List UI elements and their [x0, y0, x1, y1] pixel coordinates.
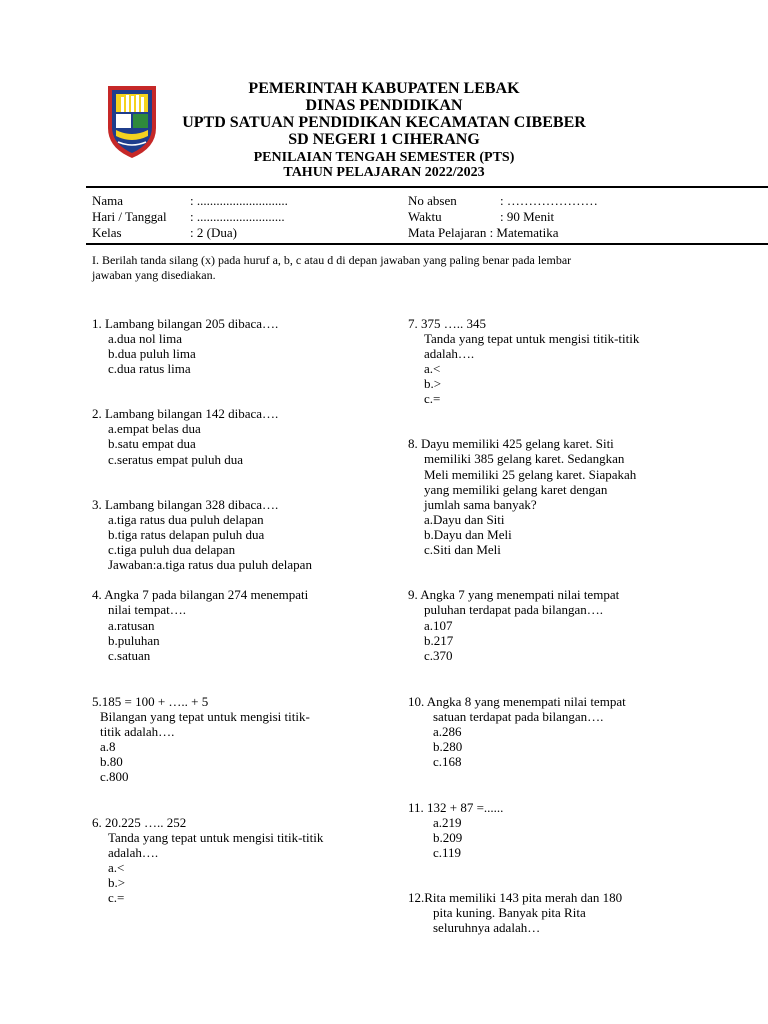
q7-option-a: a.< [424, 361, 441, 376]
q7-stem-cont2: adalah…. [424, 346, 475, 361]
q3-option-c: c.tiga puluh dua delapan [108, 542, 236, 557]
q5-option-c: c.800 [100, 769, 129, 784]
q6-stem: 6. 20.225 ….. 252 [92, 815, 187, 830]
q10-stem: 10. Angka 8 yang menempati nilai tempat [408, 694, 626, 709]
q4-stem: 4. Angka 7 pada bilangan 274 menempati [92, 587, 309, 602]
q9-option-a: a.107 [424, 618, 453, 633]
q4-option-c: c.satuan [108, 648, 151, 663]
q1-option-a: a.dua nol lima [108, 331, 183, 346]
q7-option-c: c.= [424, 391, 441, 406]
value-hari-tanggal: : ........................... [190, 209, 285, 224]
q9-option-b: b.217 [424, 633, 454, 648]
q8-stem-cont: memiliki 385 gelang karet. Sedangkan [424, 451, 625, 466]
divider-bottom [86, 243, 768, 245]
label-mata-pelajaran: Mata Pelajaran : Matematika [408, 225, 559, 240]
q5-stem: 5.185 = 100 + ….. + 5 [92, 694, 209, 709]
instruction-line2: jawaban yang disediakan. [92, 268, 216, 282]
q5-stem-cont2: titik adalah…. [100, 724, 175, 739]
q3-option-a: a.tiga ratus dua puluh delapan [108, 512, 264, 527]
value-nama: : ............................ [190, 193, 288, 208]
q2-option-a: a.empat belas dua [108, 421, 201, 436]
q3-stem: 3. Lambang bilangan 328 dibaca…. [92, 497, 279, 512]
value-waktu: : 90 Menit [500, 209, 555, 224]
q6-option-a: a.< [108, 860, 125, 875]
q5-option-a: a.8 [100, 739, 116, 754]
q2-option-c: c.seratus empat puluh dua [108, 452, 244, 467]
q10-option-c: c.168 [433, 754, 462, 769]
q4-option-a: a.ratusan [108, 618, 155, 633]
q1-option-c: c.dua ratus lima [108, 361, 191, 376]
q3-answer: Jawaban:a.tiga ratus dua puluh delapan [108, 557, 312, 572]
header-year: TAHUN PELAJARAN 2022/2023 [283, 165, 485, 180]
q1-stem: 1. Lambang bilangan 205 dibaca…. [92, 316, 279, 331]
label-hari-tanggal: Hari / Tanggal [92, 209, 167, 224]
q10-option-b: b.280 [433, 739, 463, 754]
header-uptd: UPTD SATUAN PENDIDIKAN KECAMATAN CIBEBER [182, 114, 586, 131]
q10-stem-cont: satuan terdapat pada bilangan…. [433, 709, 604, 724]
q8-stem-cont2: Meli memiliki 25 gelang karet. Siapakah [424, 467, 637, 482]
q11-option-b: b.209 [433, 830, 463, 845]
q4-option-b: b.puluhan [108, 633, 160, 648]
q11-option-c: c.119 [433, 845, 462, 860]
divider-top [86, 186, 768, 188]
q8-option-a: a.Dayu dan Siti [424, 512, 505, 527]
header-exam: PENILAIAN TENGAH SEMESTER (PTS) [253, 150, 515, 165]
q12-stem-cont: pita kuning. Banyak pita Rita [433, 905, 586, 920]
q5-stem-cont: Bilangan yang tepat untuk mengisi titik- [100, 709, 310, 724]
label-waktu: Waktu [408, 209, 442, 224]
q3-option-b: b.tiga ratus delapan puluh dua [108, 527, 265, 542]
q9-option-c: c.370 [424, 648, 453, 663]
q8-stem-cont4: jumlah sama banyak? [424, 497, 537, 512]
header-department: DINAS PENDIDIKAN [305, 97, 463, 114]
q9-stem: 9. Angka 7 yang menempati nilai tempat [408, 587, 620, 602]
q6-stem-cont: Tanda yang tepat untuk mengisi titik-titik [108, 830, 324, 845]
q8-stem-cont3: yang memiliki gelang karet dengan [424, 482, 608, 497]
header-government: PEMERINTAH KABUPATEN LEBAK [248, 80, 520, 97]
label-nama: Nama [92, 193, 124, 208]
q12-stem-cont2: seluruhnya adalah… [433, 920, 541, 935]
label-kelas: Kelas [92, 225, 122, 240]
q10-option-a: a.286 [433, 724, 462, 739]
instruction-line1: I. Berilah tanda silang (x) pada huruf a, b, c atau d di depan jawaban yang paling benar pada lembar [92, 253, 572, 267]
q12-stem: 12.Rita memiliki 143 pita merah dan 180 [408, 890, 623, 905]
q6-option-c: c.= [108, 890, 125, 905]
q6-option-b: b.> [108, 875, 126, 890]
q2-option-b: b.satu empat dua [108, 436, 196, 451]
q4-stem-cont: nilai tempat…. [108, 602, 186, 617]
q7-option-b: b.> [424, 376, 442, 391]
q8-stem: 8. Dayu memiliki 425 gelang karet. Siti [408, 436, 614, 451]
q6-stem-cont2: adalah…. [108, 845, 159, 860]
value-kelas: : 2 (Dua) [190, 225, 237, 240]
q7-stem: 7. 375 ….. 345 [408, 316, 486, 331]
q9-stem-cont: puluhan terdapat pada bilangan…. [424, 602, 604, 617]
q7-stem-cont: Tanda yang tepat untuk mengisi titik-titik [424, 331, 640, 346]
q2-stem: 2. Lambang bilangan 142 dibaca…. [92, 406, 279, 421]
value-no-absen: : ………………… [500, 193, 598, 208]
q8-option-c: c.Siti dan Meli [424, 542, 501, 557]
q11-stem: 11. 132 + 87 =...... [408, 800, 504, 815]
header-school: SD NEGERI 1 CIHERANG [288, 131, 480, 148]
q8-option-b: b.Dayu dan Meli [424, 527, 512, 542]
q11-option-a: a.219 [433, 815, 462, 830]
label-no-absen: No absen [408, 193, 457, 208]
q1-option-b: b.dua puluh lima [108, 346, 196, 361]
q5-option-b: b.80 [100, 754, 123, 769]
